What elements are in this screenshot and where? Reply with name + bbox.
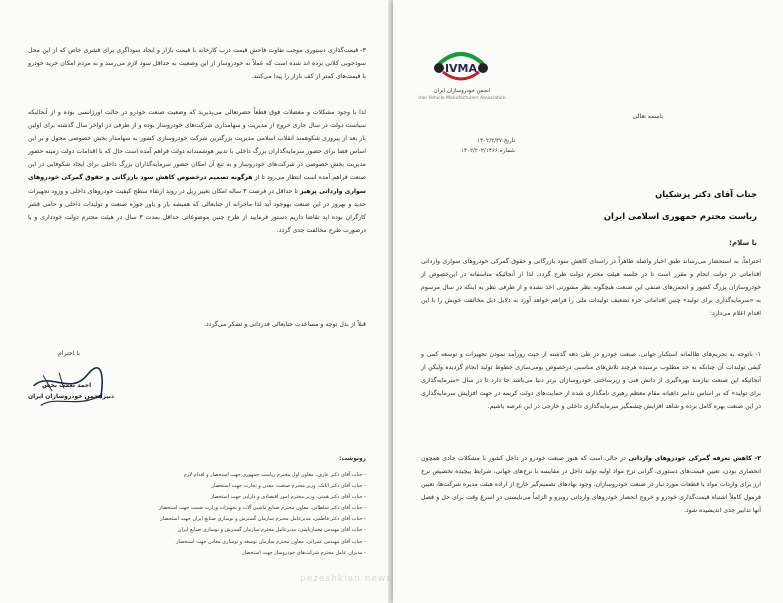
- letter-number: شماره:۱۴۰۲/۲۰۲/۱۴۶۶: [461, 148, 515, 154]
- letter-page-1: [393, 0, 783, 603]
- logo-subcaption: Iran Vehicle Manufacturers Association: [418, 96, 506, 101]
- letter-date: تاریخ:۱۴۰۳/۲/۲۷: [477, 138, 515, 144]
- cc-item: - جناب آقای دکتر عارف، معاون اول محترم ریاست جمهوری جهت استحضار و اقدام لازم: [46, 470, 366, 481]
- signer-name: احمد نعمت بخش: [42, 382, 92, 389]
- letter-page-2: [0, 0, 388, 603]
- logo-caption: انجمن خودروسازان ایران: [433, 88, 491, 94]
- signer-title: دبیرانجمن خودروسازان ایران: [28, 393, 115, 400]
- cc-item: - جناب آقای دکتر فاطمی، مدیرعامل محترم سازمان گسترش و نوسازی صنایع ایران جهت استحضار: [46, 514, 366, 525]
- paragraph-point-3: ۳- قیمت‌گذاری دستوری موجب تفاوت فاحش قیمت درب کارخانه با قیمت بازار و ایجاد سوداگری برای قشری خاص که از این محل سودجویی کلانی برده اند شده است که عملاً نه خودروساز از این وضعیت به حداقل سود لازم می‌رسد و نه مردم امکان خرید خودرو با قیمت‌های کمتر از کف بازار را پیدا می‌کنند.: [28, 47, 366, 81]
- paragraph-point-2: [421, 452, 761, 517]
- watermark: pezeshkian news: [300, 574, 392, 584]
- cc-item: - مدیران عامل محترم شرکت‌های خودروساز جهت استحضار: [46, 548, 366, 559]
- cc-item: - جناب آقای مهندس معمارباشی، مدیرعامل محترم سازمان گسترش و نوسازی صنایع ایران: [46, 525, 366, 536]
- heading-invocation: باسمه تعالی: [632, 113, 663, 120]
- paragraph-request: [28, 106, 366, 237]
- letter-meta: [425, 136, 515, 156]
- greeting: با سلام؛: [729, 239, 757, 247]
- paragraph-intro: احتراماً، به استحضار می‌رساند طبق اخبار واصله ظاهراً در راستای کاهش سود بازرگانی و حقوق گمرکی خودروهای سواری وارداتی اقداماتی در دولت انجام و مقرر است تا در جلسه هیئت محترم دولت طرح گردد، لذا از آنجائیکه متاسفانه در این‌خصوص از خودروسازان بزرگ کشور و انجمن‌های صنفی این صنعت هیچگونه نظر مشورتی اخذ نشده و از طرفی نظر به اینکه در سال مرسوم به «سرمایه‌گذاری برای تولید» چنین اقداماتی جزء تضعیف تولیدات ملی را فراهم خواهد آورد به دلایل ذیل مخالفت خویش را با این اقدام اعلام می‌دارد:: [421, 258, 761, 318]
- signature-stamp: [29, 364, 110, 418]
- cc-item: - جناب آقای مهندس عمرانی، معاون محترم سازمان توسعه و نوسازی معادن جهت استحضار: [46, 537, 366, 548]
- closing-phrase: با احترام: [58, 350, 80, 357]
- cc-item: - جناب آقای دکتر همتی، وزیر محترم امور اقتصادی و دارایی جهت استحضار: [46, 492, 366, 503]
- point-2-label: ۲- کاهش تعرفه گمرکی خودروهای وارداتی: [628, 455, 761, 462]
- cc-item: - جناب آقای دکتر اتابک، وزیر محترم صنعت، معدن و تجارت جهت استحضار: [46, 481, 366, 492]
- request-outro: تا حداقل در فرصت ۳ ساله امکان تغییر ریل در روند ارتقاء سطح کیفیت خودروهای داخلی و ورود تجهیزات جدید و بهروز در این صنعت بهوجود آید لذا ماجرانه از جنابعالی که همیشه یار و یاور حوزه صنعت و تولیدات داخلی و حامی قشر کارگران بوده اید تقاضا داریم دستور فرمایید از طرح چنین موضوعاتی حداقل بمدت ۳ سال در هیئت محترم دولت خودداری و یا درصورت طرح مخالفت جدی گردد.: [28, 187, 366, 234]
- recipient-name: جناب آقای دکتر پزشکیان: [655, 189, 757, 199]
- request-intro: لذا با وجود مشکلات و معضلات فوق قطعاً حضرتعالی می‌پذیرید که وضعیت صنعت خودرو در حالت اورژانسی بوده و از آنجائیکه سیاست دولت در سال جاری خروج از مدیریت و سهامداری شرکت‌های خودروساز بوده و از طرفی در اواخر سال گذشته برای اولین بار بعد از پیروزی شکوهمند انقلاب اسلامی مدیریت بزرگترین شرکت خودروسازی کشور به سهامدار بخش خصوصی محول و بر این اساس فضا برای حضور سرمایه‌گذاران بزرگ داخلی با تدبیر هوشمندانه دولت فراهم آمده است حال که با اقدامات دولت زمینه حضور مدیریت بخش خصوصی در شرکت‌های خودروساز و به تبع آن امکان حضور سرمایه‌گذاران بزرگ داخلی برای ایجاد شکوفایی در این صنعت فراهم آمده است انتظار می‌رود تا از: [28, 109, 366, 182]
- cc-list: [46, 470, 366, 559]
- paragraph-point-1: ۱- باتوجه به تحریم‌های ظالمانه استکبار جهانی، صنعت خودرو در طی دهه گذشته از حیث روزآمد نمودن تجهیزات و توسعه کمی و کیفی تولیدات آن چنانکه به حد مطلوب نرسیده هرچند تلاش‌های مناسبی درخصوص بومی‌سازی خطوط تولید انجام گردیده ولیکن از آنجائیکه این صنعت نیازمند بهره‌گیری از دانش فنی و زیرساختی خودروسازان برتر دنیا می‌باشد جا دارد تا در سال «سرمایه‌گذاری برای تولید» که بر اساس تدابیر داهیانه مقام معظم رهبری نامگذاری شده از حمایت‌های دولت کریمه در جهت افزایش سرمایه‌گذاری در این صنعت بهره کامل برده و شاهد افزایش چشمگیر سرمایه‌گذاری داخلی و خارجی در این عرصه باشیم.: [421, 351, 761, 411]
- cc-heading: رونوشت:: [339, 456, 366, 462]
- recipient-block: [604, 183, 757, 227]
- cc-item: - جناب آقای دکتر سلطانی، معاون محترم صنایع ماشین آلات و تجهیزات وزارت صمت جهت استحضار: [46, 503, 366, 514]
- logo-mark: IVMA: [444, 62, 478, 75]
- point-2-text: در حالی است که هنوز صنعت خودرو در داخل کشور با مشکلات حادی همچون انحصاری بودن، تعیین قیمت‌های دستوری، گرانی نرخ مواد اولیه تولید داخل در مقایسه با نرخ‌های جهانی، شرایط پیچیده تخصیص نرخ ارز برای واردات مواد یا قطعات مورد نیاز در صنعت خودروسازان، وجود نهادهای تصمیم‌گیر خارج از اراده هیئت مدیره شرکت‌ها، تعیین فرمول کاملاً اشتباه قیمت‌گذاری خودرو و خروج انحصار خودروهای وارداتی روبرو و الزاماً می‌بایستی در اسرع وقت برای حل و فصل آنها تدابیر جدی اندیشیده شود.: [421, 455, 761, 515]
- paragraph-thanks: قبلاً از بذل توجه و مساعدت جنابعالی قدردانی و تشکر می‌گردد.: [203, 321, 366, 328]
- request-highlight: هرگونه تصمیم درخصوص کاهش سود بازرگانی و حقوق گمرکی خودروهای سواری وارداتی پرهیز: [28, 174, 366, 195]
- recipient-title: ریاست محترم جمهوری اسلامی ایران: [603, 211, 757, 221]
